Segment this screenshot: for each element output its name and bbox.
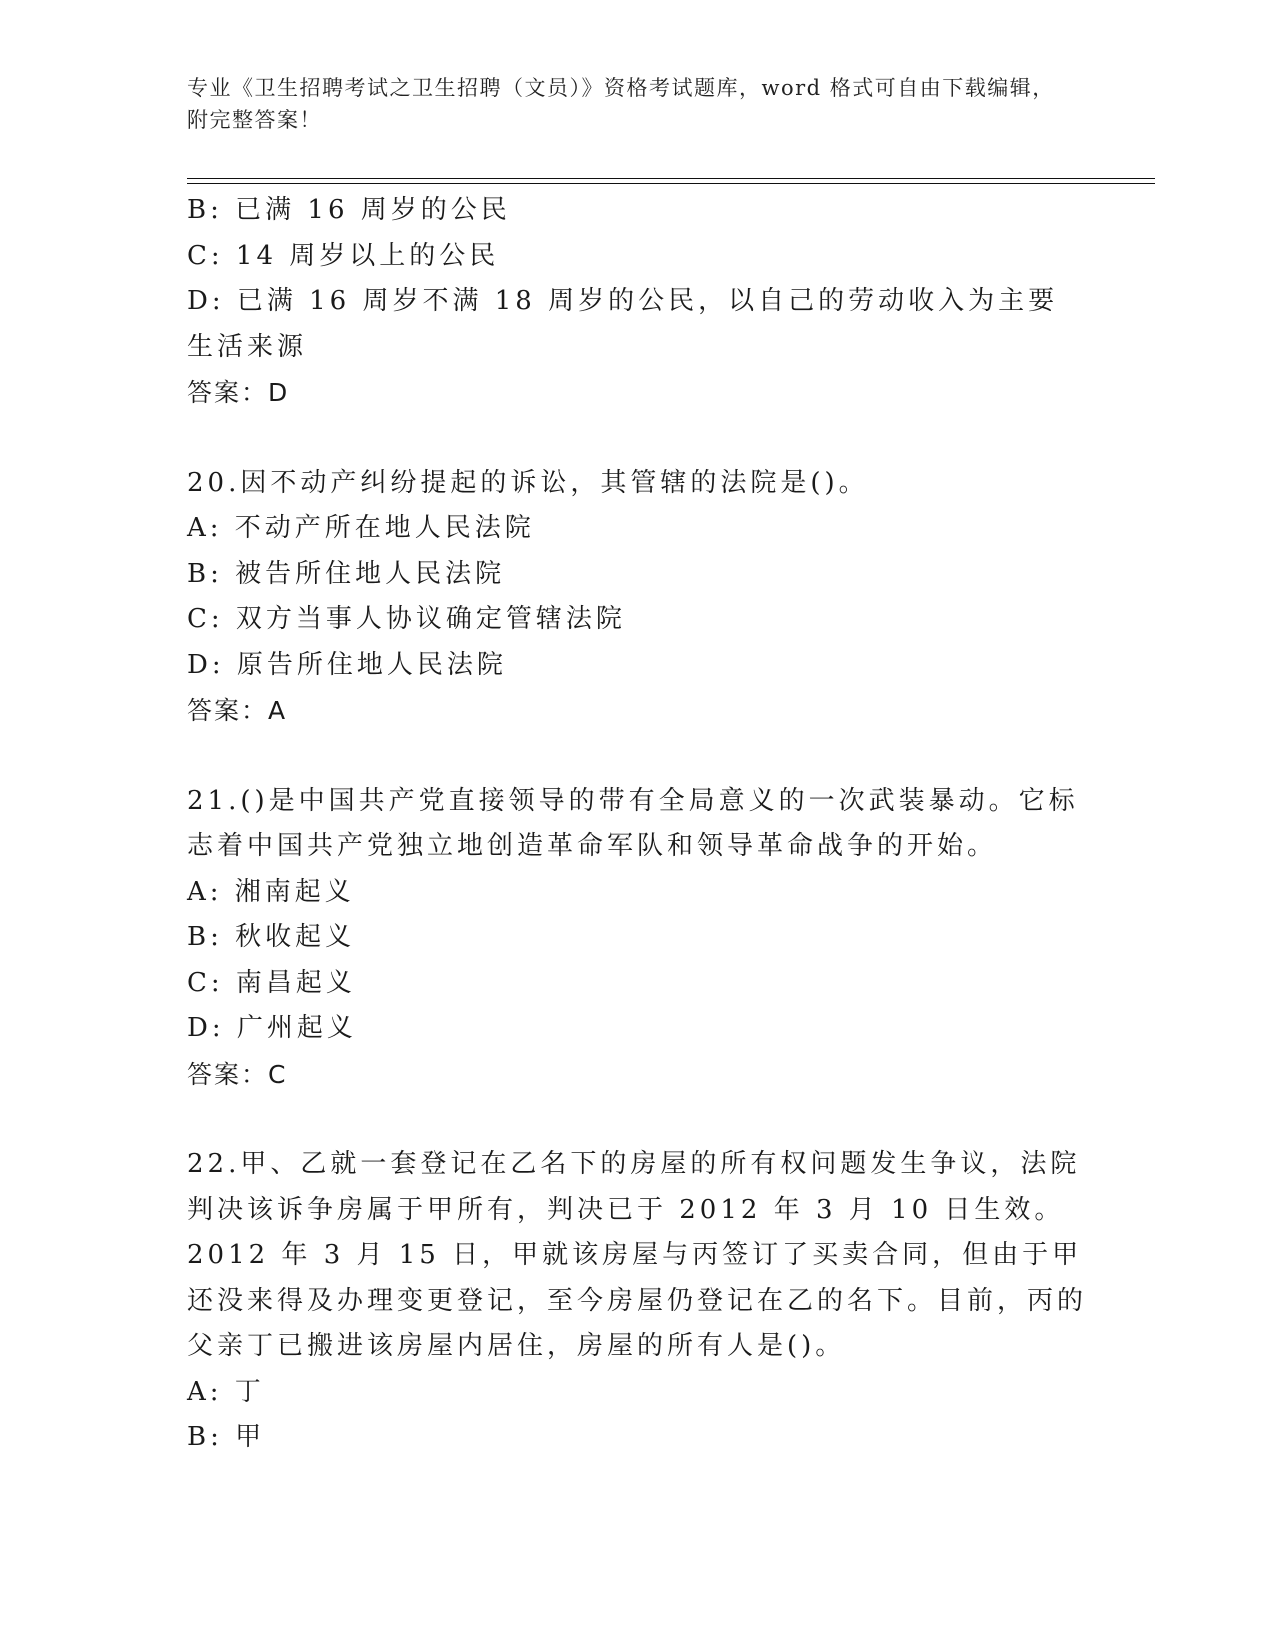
q19-answer: 答案：D xyxy=(187,378,290,407)
q21-question: 21.()是中国共产党直接领导的带有全局意义的一次武装暴动。它标志着中国共产党独立地创造革命军队和领导革命战争的开始。 xyxy=(187,785,1079,861)
q21-option-c: C: 南昌起义 xyxy=(187,967,356,998)
q21-option-a: A: 湘南起义 xyxy=(187,876,355,907)
q20-option-b: B: 被告所住地人民法院 xyxy=(187,558,506,589)
q22-option-b: B: 甲 xyxy=(187,1422,266,1452)
q22-option-a: A: 丁 xyxy=(187,1376,265,1407)
q21-answer: 答案：C xyxy=(187,1059,288,1089)
q20-answer: 答案：A xyxy=(187,696,288,725)
spacer xyxy=(187,1097,1087,1142)
q20-question: 20.因不动产纠纷提起的诉讼，其管辖的法院是()。 xyxy=(187,467,869,498)
document-header: 专业《卫生招聘考试之卫生招聘（文员）》资格考试题库，word 格式可自由下载编辑，附完整答案！ xyxy=(187,76,1055,132)
header-divider-bottom xyxy=(187,183,1155,184)
header-divider-top xyxy=(187,178,1155,179)
q20-option-d: D: 原告所住地人民法院 xyxy=(187,649,507,680)
q19-option-b: B: 已满 16 周岁的公民 xyxy=(187,195,511,225)
q21-option-d: D: 广州起义 xyxy=(187,1013,357,1043)
q20-option-a: A: 不动产所在地人民法院 xyxy=(187,513,535,543)
spacer xyxy=(187,416,1087,461)
q21-option-b: B: 秋收起义 xyxy=(187,922,356,952)
q19-option-d: D: 已满 16 周岁不满 18 周岁的公民，以自己的劳动收入为主要生活来源 xyxy=(187,286,1059,362)
q22-question: 22.甲、乙就一套登记在乙名下的房屋的所有权问题发生争议，法院判决该诉争房属于甲所有，判决已于 2012 年 3 月 10 日生效。2012 年 3 月 15 日，甲就该房屋与丙签订了买卖合同，但由于甲还没来得及办理变更登记，至今房屋仍登记在乙的名下。目前，丙的父亲丁已搬进该房屋内居住，房屋的所有人是()。 xyxy=(187,1149,1088,1361)
q19-option-c: C: 14 周岁以上的公民 xyxy=(187,240,500,271)
spacer xyxy=(187,734,1087,779)
q20-option-c: C: 双方当事人协议确定管辖法院 xyxy=(187,604,626,634)
exam-content xyxy=(187,188,1087,1461)
